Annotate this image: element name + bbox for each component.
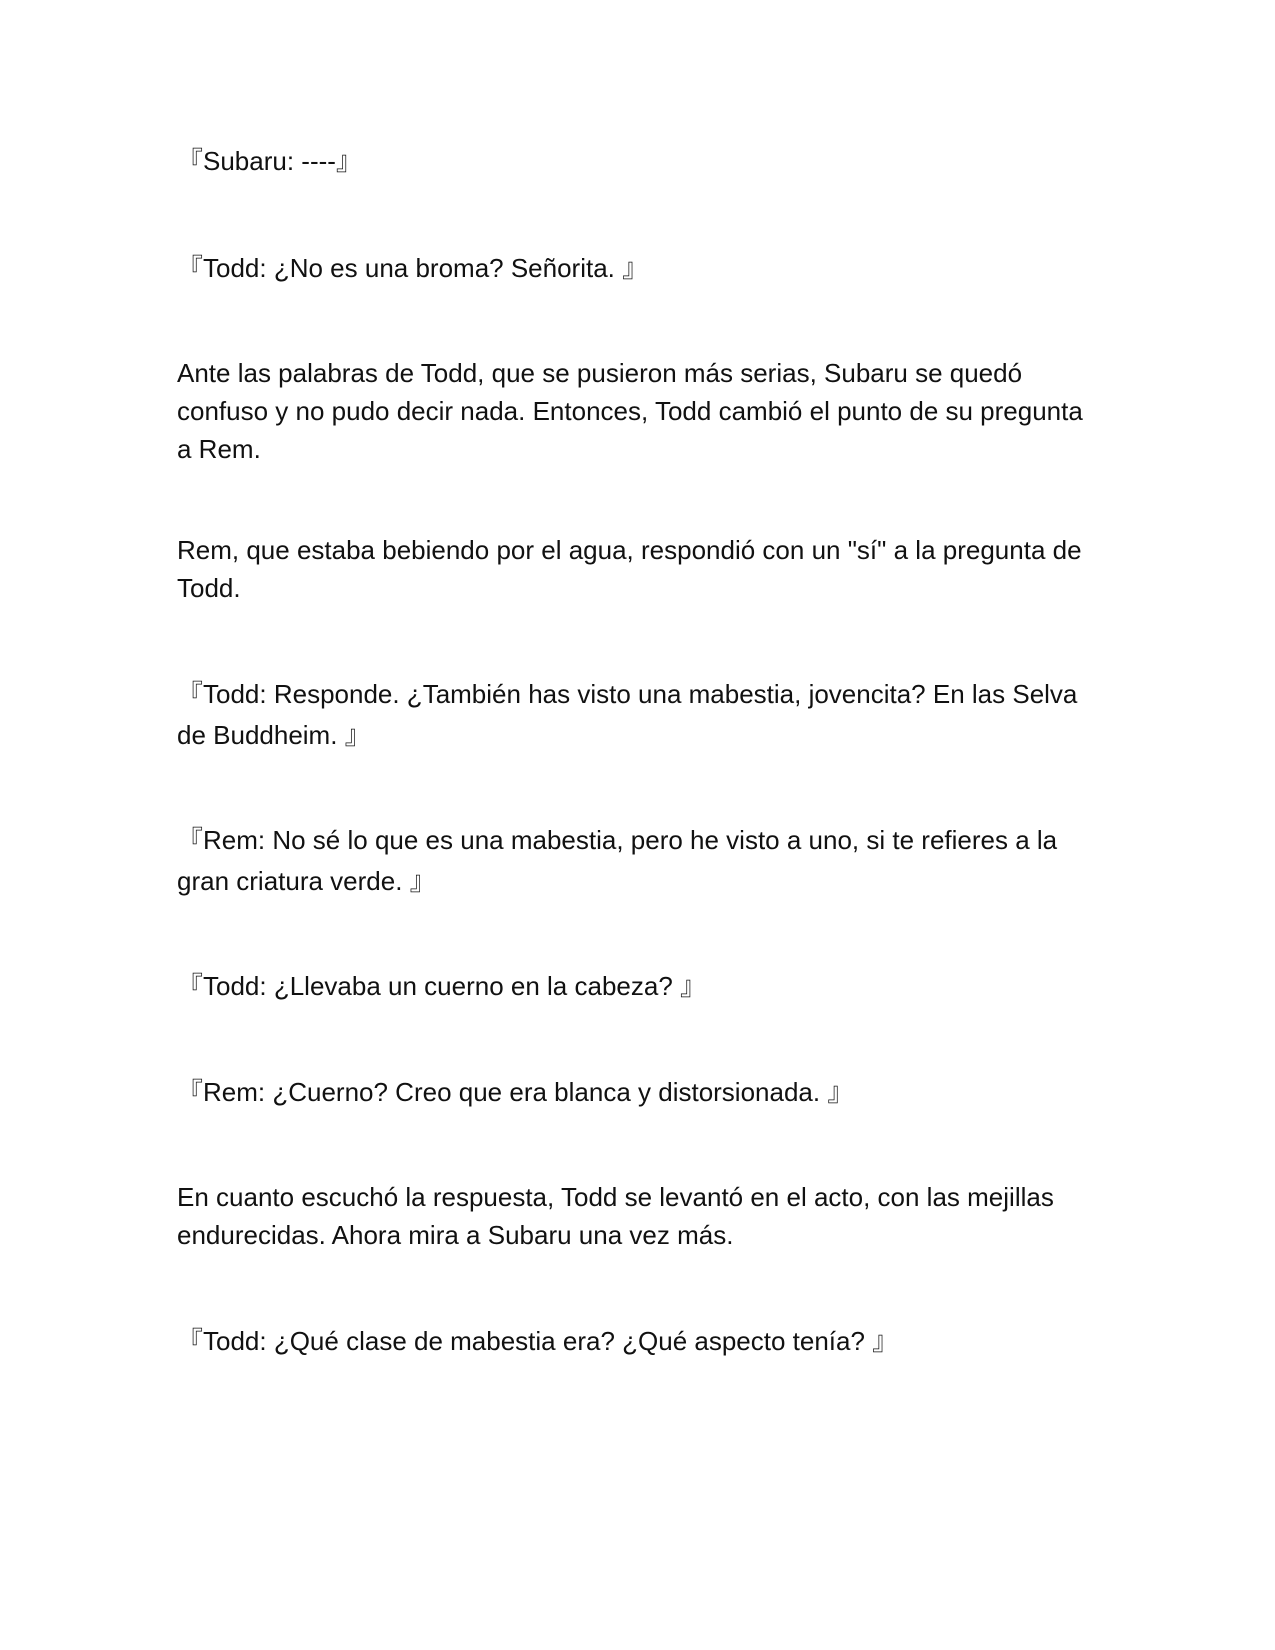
narration-paragraph-2: Rem, que estaba bebiendo por el agua, respondió con un "sí" a la pregunta de Todd. <box>177 535 1082 603</box>
dialogue-line-rem-2: 『Rem: ¿Cuerno? Creo que era blanca y distorsionada. 』 <box>177 1077 854 1107</box>
dialogue-line-todd-4: 『Todd: ¿Qué clase de mabestia era? ¿Qué aspecto tenía? 』 <box>177 1326 899 1356</box>
dialogue-line-subaru-1: 『Subaru: ----』 <box>177 146 362 176</box>
dialogue-line-todd-1: 『Todd: ¿No es una broma? Señorita. 』 <box>177 253 649 283</box>
dialogue-line-rem-1: 『Rem: No sé lo que es una mabestia, pero he visto a uno, si te refieres a la gran criatura verde. 』 <box>177 825 1058 896</box>
narration-paragraph-3: En cuanto escuchó la respuesta, Todd se levantó en el acto, con las mejillas endurecidas. Ahora mira a Subaru una vez más. <box>177 1182 1054 1250</box>
dialogue-line-todd-3: 『Todd: ¿Llevaba un cuerno en la cabeza? 』 <box>177 971 707 1001</box>
dialogue-line-todd-2: 『Todd: Responde. ¿También has visto una mabestia, jovencita? En las Selva de Buddheim. 』 <box>177 679 1078 750</box>
narration-paragraph-1: Ante las palabras de Todd, que se pusieron más serias, Subaru se quedó confuso y no pudo decir nada. Entonces, Todd cambió el punto de su pregunta a Rem. <box>177 358 1083 464</box>
